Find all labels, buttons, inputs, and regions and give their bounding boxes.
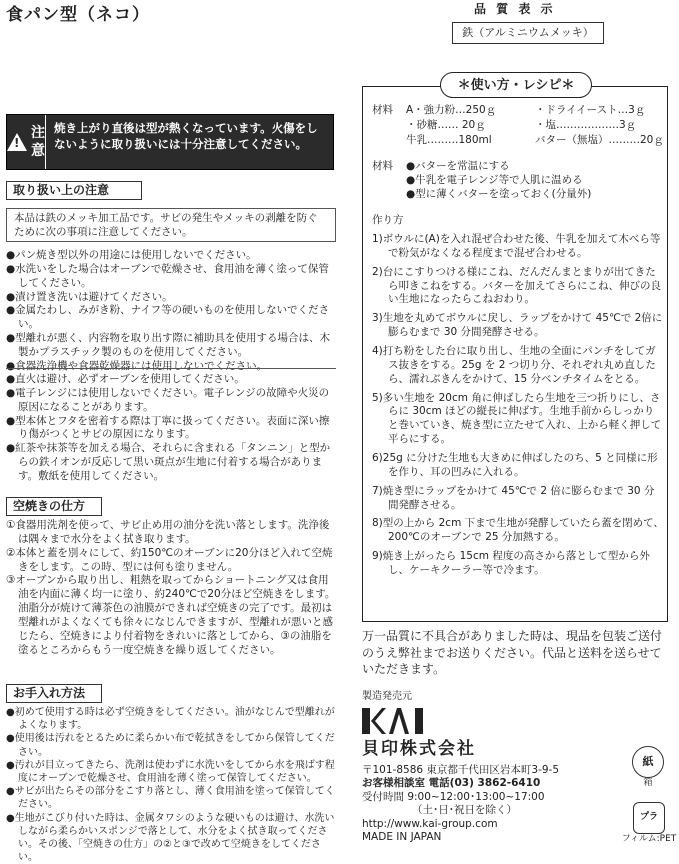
ingredients bbox=[372, 104, 664, 148]
divider bbox=[6, 368, 336, 369]
method-steps bbox=[372, 233, 664, 583]
plastic-recycle-icon: プラ bbox=[633, 802, 665, 834]
maker-label: 製造発売元 bbox=[362, 690, 412, 703]
made-in: MADE IN JAPAN bbox=[362, 831, 559, 844]
list-item: ●型本体とフタを密着する際は丁寧に扱ってください。表面に深い擦り傷がつくとサビの原因になります。 bbox=[6, 415, 336, 443]
prep-label: 材料 bbox=[372, 160, 406, 202]
list-item: A・強力粉…250ｇ bbox=[406, 104, 535, 118]
list-item: 4)打ち粉をした台に取り出し、生地の全面にパンチをしてガス抜きをする。25g を 2 つ切り分、それぞれ丸め直したら、濡れぶきんをかけて、15 分ベンチタイムをとる。 bbox=[372, 345, 664, 387]
list-item: 1)ボウルに(A)を入れ混ぜ合わせた後、牛乳を加えて木べら等で粉気がなくなる程度まで混ぜ合わせる。 bbox=[372, 233, 664, 261]
paper-label: 箱 bbox=[632, 778, 664, 790]
recipe-title: ＊使い方・レシピ＊ bbox=[440, 72, 592, 98]
list-item: ●直火は避け、必ずオーブンを使用してください。 bbox=[6, 373, 336, 387]
list-item: ●水洗いをした場合はオーブンで乾燥させ、食用油を薄く塗って保管してください。 bbox=[6, 263, 336, 291]
plastic-label: フィルム:PET bbox=[620, 834, 678, 846]
plastic-recycle bbox=[620, 802, 678, 846]
list-item: ・塩………………3ｇ bbox=[535, 119, 664, 133]
quality-value: 鉄（アルミニウムメッキ） bbox=[452, 22, 604, 44]
list-item: 9)焼き上がったら 15cm 程度の高さから落として型から外し、ケーキクーラー等で冷ます。 bbox=[372, 550, 664, 578]
list-item: 7)焼き型にラップをかけて 45℃で 2 倍に膨らむまで 30 分間発酵させる。 bbox=[372, 485, 664, 513]
materials-label: 材料 bbox=[372, 104, 406, 148]
list-item: ●生地がこびり付いた時は、金属タワシのような硬いものは避け、水洗いしながら柔らかいスポンジで落として、水分をよく拭き取ってください。その後、「空焼きの仕方」の②と③で改めて空焼きをしてください。 bbox=[6, 812, 336, 864]
list-item: 3)生地を丸めてボウルに戻し、ラップをかけて 45℃で 2倍に膨らむまで 30 分間発酵させる。 bbox=[372, 312, 664, 340]
handling-title: 取り扱い上の注意 bbox=[6, 181, 142, 200]
company-url: http://www.kai-group.com bbox=[362, 818, 559, 831]
list-item: ●紅茶や抹茶等を加える場合、それらに含まれる「タンニン」と型からの鉄イオンが反応して黒い斑点が生地に付着する場合があります。敷紙を使用してください。 bbox=[6, 442, 336, 484]
method-label: 作り方 bbox=[372, 214, 404, 228]
list-item: ●金属たわし、みがき粉、ナイフ等の硬いものを使用しないでください。 bbox=[6, 304, 336, 332]
warning-text: 焼き上がり直後は型が熱くなっています。火傷をしないように取り扱いには十分注意してください。 bbox=[46, 115, 333, 169]
list-item: ●汚れが目立ってきたら、洗剤は使わずに水洗いをしてから水を飛ばす程度にオーブンで乾燥させ、食用油を薄く塗って保管してください。 bbox=[6, 759, 336, 785]
kai-logo bbox=[362, 708, 426, 734]
list-item: バター（無塩）………20ｇ bbox=[535, 134, 664, 148]
list-item: ・砂糖…… 20ｇ bbox=[406, 119, 535, 133]
list-item: 5)多い生地を 20cm 角に伸ばしたら生地を三つ折りにし、さらに 30cm ほどの縦長に伸ばす。生地手前からしっかりと巻いていき、焼き型に立たせて入れ、上から軽く押して平らにする。 bbox=[372, 392, 664, 447]
baking-title: 空焼きの仕方 bbox=[6, 497, 102, 516]
list-item: ●型に薄くバターを塗っておく(分量外) bbox=[406, 188, 664, 202]
care-title: お手入れ方法 bbox=[6, 684, 102, 703]
handling-list-2 bbox=[6, 373, 336, 484]
company-address: 〒101-8586 東京都千代田区岩本町3-9-5 bbox=[362, 764, 559, 777]
list-item: ●牛乳を電子レンジ等で人肌に温める bbox=[406, 174, 664, 188]
warning-icon: ! bbox=[7, 133, 27, 151]
list-item: ●バターを常温にする bbox=[406, 160, 664, 174]
company-name: 貝印株式会社 bbox=[362, 738, 476, 760]
paper-recycle-icon: 紙 bbox=[632, 746, 664, 778]
list-item: ●初めて使用する時は必ず空焼きをしてください。油がなじんで型離れがよくなります。 bbox=[6, 706, 336, 732]
list-item: ●食器洗浄機や食器乾燥器には使用しないでください。 bbox=[6, 360, 336, 374]
notice: 万一品質に不具合がありました時は、現品を包装ご送付のうえ弊社までお送りください。代品と送料を送らせていただきます。 bbox=[362, 628, 662, 678]
list-item: ・ドライイースト…3ｇ bbox=[535, 104, 664, 118]
warning-box bbox=[6, 114, 334, 170]
list-item: ●電子レンジには使用しないでください。電子レンジの故障や火災の原因になることがあります。 bbox=[6, 387, 336, 415]
handling-list-1 bbox=[6, 249, 336, 374]
list-item: ●漬け置き洗いは避けてください。 bbox=[6, 291, 336, 305]
paper-recycle bbox=[632, 746, 664, 790]
quality-header: 品 質 表 示 bbox=[474, 2, 556, 18]
list-item: 6)25g に分けた生地も大きめに伸ばしたのち、5 と同様に形を作り、耳の凹みに入れる。 bbox=[372, 452, 664, 480]
list-item: ①食器用洗剤を使って、サビ止め用の油分を洗い落とします。洗浄後は隅々まで水分をよく拭き取ります。 bbox=[6, 519, 336, 547]
company-holidays: （土･日･祝日を除く） bbox=[362, 804, 559, 817]
list-item: ●使用後は汚れをとるために柔らかい布で乾拭きをしてから保管してください。 bbox=[6, 732, 336, 758]
warning-label: ! 注意 bbox=[7, 115, 46, 169]
list-item: ●パン焼き型以外の用途には使用しないでください。 bbox=[6, 249, 336, 263]
list-item: 8)型の上から 2cm 下まで生地が発酵していたら蓋を閉めて、200℃のオーブンで 25 分加熱する。 bbox=[372, 517, 664, 545]
list-item: 牛乳………180ml bbox=[406, 134, 535, 148]
baking-list bbox=[6, 519, 336, 658]
list-item: 2)台にこすりつける様にこね、だんだんまとまりが出てきたら叩きこねをする。バターを加えてさらにこね、伸びの良い生地になったらこねおわり。 bbox=[372, 266, 664, 308]
list-item: ③オーブンから取り出し、粗熱を取ってからショートニング又は食用油を内面に薄く均一に塗り、約240℃で20分ほど空焼きをします。油脂分が焼けて薄茶色の油膜ができれば空焼きの完了です。最初は型離れがよくなくても徐々になじんできますが、型離れが悪いと感じたら、空焼きにより付着物をきれいに落としてから、③の油脂を塗るところからもう一度空焼きを繰り返してください。 bbox=[6, 574, 336, 657]
company-hours: 受付時間 9:00~12:00･13:00~17:00 bbox=[362, 791, 559, 804]
company-phone: お客様相談室 電話(03) 3862-6410 bbox=[362, 777, 559, 790]
prep bbox=[372, 160, 664, 202]
list-item: ●型離れが悪く、内容物を取り出す際に補助具を使用する場合は、木製かプラスチック製のものを使用してください。 bbox=[6, 332, 336, 360]
care-list bbox=[6, 706, 336, 864]
handling-intro: 本品は鉄のメッキ加工品です。サビの発生やメッキの剥離を防ぐために次の事項に注意してください。 bbox=[6, 208, 336, 242]
page-title: 食パン型（ネコ） bbox=[6, 4, 150, 26]
list-item: ②本体と蓋を別々にして、約150℃のオーブンに20分ほど入れて空焼きをします。この時、型には何も塗りません。 bbox=[6, 547, 336, 575]
list-item: ●サビが出たらその部分をこすり落とし、薄く食用油を塗って保管してください。 bbox=[6, 785, 336, 811]
company-info bbox=[362, 764, 559, 845]
